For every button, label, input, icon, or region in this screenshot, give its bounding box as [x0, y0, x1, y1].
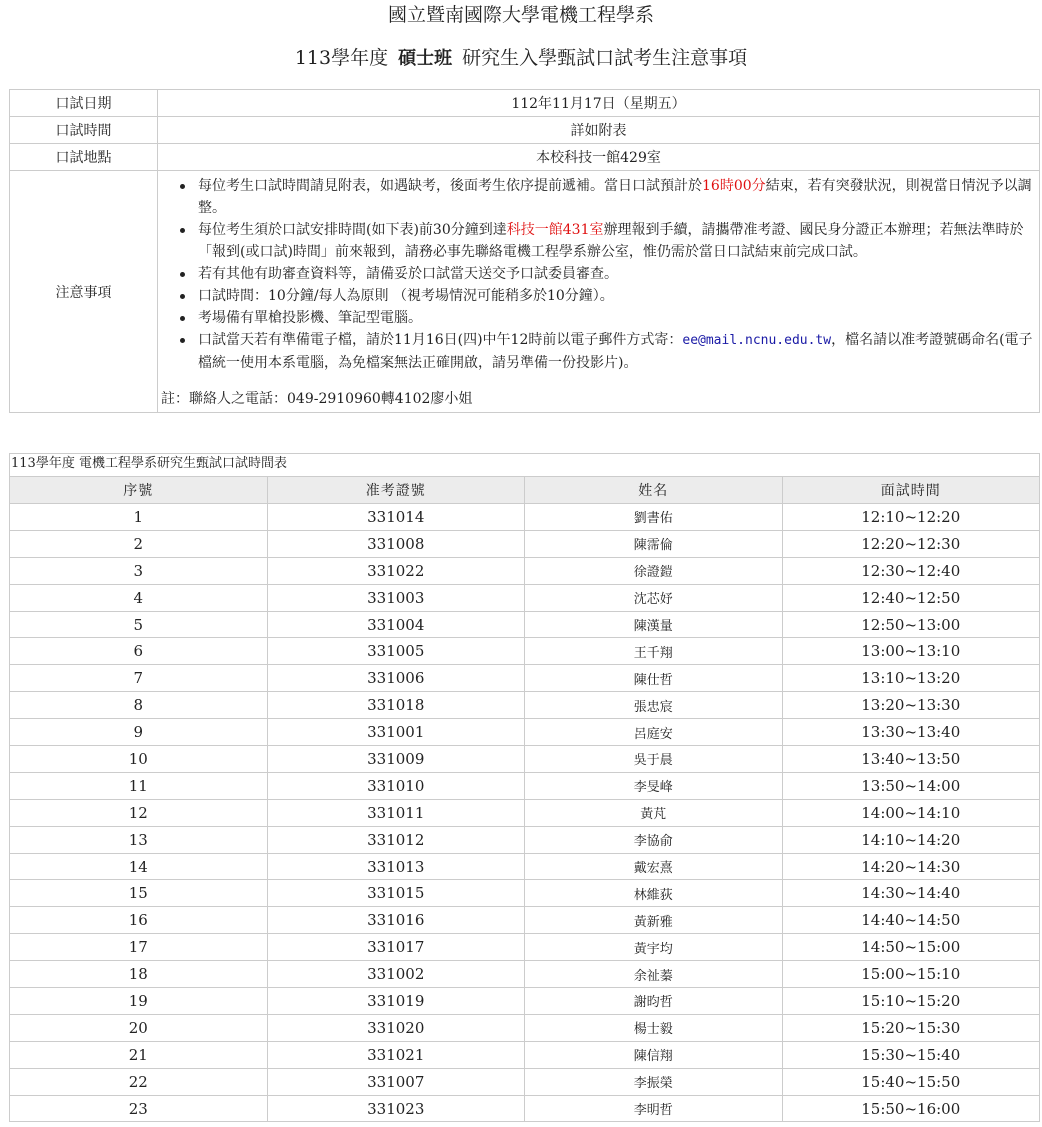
table-row — [10, 1095, 1040, 1122]
seq-cell: 22 — [10, 1068, 268, 1095]
table-row — [10, 530, 1040, 557]
note-text: 若有其他有助審查資料等，請備妥於口試當天送交予口試委員審查。 — [198, 266, 618, 282]
time-cell: 15:40~15:50 — [782, 1068, 1040, 1095]
table-row — [10, 746, 1040, 773]
seq-cell: 10 — [10, 746, 268, 773]
time-cell: 12:10~12:20 — [782, 504, 1040, 531]
info-row-location — [10, 144, 1040, 171]
schedule-body — [10, 504, 1040, 1122]
time-cell: 15:20~15:30 — [782, 1014, 1040, 1041]
table-row — [10, 880, 1040, 907]
name-cell: 呂庭安 — [525, 719, 783, 746]
seq-cell: 4 — [10, 584, 268, 611]
seq-cell: 5 — [10, 611, 268, 638]
seq-cell: 3 — [10, 557, 268, 584]
table-row — [10, 665, 1040, 692]
time-cell: 14:00~14:10 — [782, 799, 1040, 826]
note-item — [198, 219, 1035, 263]
exam-id-cell: 331009 — [267, 746, 525, 773]
name-cell: 謝昀哲 — [525, 988, 783, 1015]
email-link[interactable]: ee@mail.ncnu.edu.tw — [682, 333, 832, 348]
note-text: ，檔名請以准考證號碼命名(電子檔統一使用本系電腦，為免檔案無法正確開啟，請另準備一份投影片)。 — [198, 332, 1033, 371]
time-cell: 13:20~13:30 — [782, 692, 1040, 719]
name-cell: 吳于晨 — [525, 746, 783, 773]
seq-cell: 7 — [10, 665, 268, 692]
name-cell: 林維荻 — [525, 880, 783, 907]
note-text: 每位考生口試時間請見附表，如遇缺考，後面考生依序提前遞補。當日口試預計於 — [198, 178, 702, 194]
exam-info-table — [9, 89, 1040, 413]
seq-cell: 19 — [10, 988, 268, 1015]
time-cell: 12:30~12:40 — [782, 557, 1040, 584]
seq-cell: 11 — [10, 772, 268, 799]
seq-cell: 18 — [10, 961, 268, 988]
table-row — [10, 826, 1040, 853]
name-cell: 徐證鎧 — [525, 557, 783, 584]
time-cell: 13:10~13:20 — [782, 665, 1040, 692]
table-row — [10, 1068, 1040, 1095]
name-cell: 王千翔 — [525, 638, 783, 665]
name-cell: 陳信翔 — [525, 1041, 783, 1068]
exam-id-cell: 331006 — [267, 665, 525, 692]
note-highlight: 科技一館431室 — [506, 222, 604, 238]
name-cell: 李旻峰 — [525, 772, 783, 799]
exam-id-cell: 331013 — [267, 853, 525, 880]
exam-id-cell: 331005 — [267, 638, 525, 665]
name-cell: 李協俞 — [525, 826, 783, 853]
table-row — [10, 772, 1040, 799]
time-cell: 14:20~14:30 — [782, 853, 1040, 880]
seq-cell: 17 — [10, 934, 268, 961]
time-cell: 13:30~13:40 — [782, 719, 1040, 746]
table-row — [10, 853, 1040, 880]
table-row — [10, 692, 1040, 719]
seq-cell: 23 — [10, 1095, 268, 1122]
schedule-caption: 113學年度 電機工程學系研究生甄試口試時間表 — [9, 453, 1040, 476]
name-cell: 劉書佑 — [525, 504, 783, 531]
table-row — [10, 961, 1040, 988]
name-cell: 余祉蓁 — [525, 961, 783, 988]
title-program: 碩士班 — [398, 48, 453, 69]
table-row — [10, 1041, 1040, 1068]
table-row — [10, 638, 1040, 665]
exam-id-cell: 331023 — [267, 1095, 525, 1122]
exam-id-cell: 331021 — [267, 1041, 525, 1068]
note-highlight: 16時00分 — [702, 178, 766, 194]
info-value: 本校科技一館429室 — [158, 144, 1040, 171]
col-header-seq: 序號 — [10, 477, 268, 504]
seq-cell: 13 — [10, 826, 268, 853]
exam-id-cell: 331001 — [267, 719, 525, 746]
info-label: 口試時間 — [10, 117, 158, 144]
table-row — [10, 611, 1040, 638]
document-title — [0, 47, 1042, 70]
exam-id-cell: 331002 — [267, 961, 525, 988]
exam-id-cell: 331004 — [267, 611, 525, 638]
note-item — [198, 285, 1035, 307]
name-cell: 楊士毅 — [525, 1014, 783, 1041]
name-cell: 陳霈倫 — [525, 530, 783, 557]
note-text: 每位考生須於口試安排時間(如下表)前30分鐘到達 — [198, 222, 507, 238]
schedule-table — [9, 476, 1040, 1122]
name-cell: 沈芯妤 — [525, 584, 783, 611]
exam-id-cell: 331020 — [267, 1014, 525, 1041]
title-subtitle: 研究生入學甄試口試考生注意事項 — [462, 47, 748, 69]
exam-id-cell: 331018 — [267, 692, 525, 719]
note-item — [198, 307, 1035, 329]
time-cell: 15:10~15:20 — [782, 988, 1040, 1015]
table-row — [10, 988, 1040, 1015]
seq-cell: 6 — [10, 638, 268, 665]
note-item — [198, 329, 1035, 374]
notes-content — [158, 171, 1040, 413]
exam-id-cell: 331017 — [267, 934, 525, 961]
exam-id-cell: 331012 — [267, 826, 525, 853]
exam-id-cell: 331019 — [267, 988, 525, 1015]
info-label: 口試日期 — [10, 90, 158, 117]
seq-cell: 16 — [10, 907, 268, 934]
table-row — [10, 934, 1040, 961]
note-text: 口試時間：10分鐘/每人為原則 （視考場情況可能稍多於10分鐘）。 — [198, 288, 614, 304]
name-cell: 陳仕哲 — [525, 665, 783, 692]
name-cell: 戴宏熹 — [525, 853, 783, 880]
table-row — [10, 557, 1040, 584]
exam-id-cell: 331014 — [267, 504, 525, 531]
exam-id-cell: 331015 — [267, 880, 525, 907]
time-cell: 12:20~12:30 — [782, 530, 1040, 557]
time-cell: 15:00~15:10 — [782, 961, 1040, 988]
seq-cell: 14 — [10, 853, 268, 880]
time-cell: 15:50~16:00 — [782, 1095, 1040, 1122]
seq-cell: 15 — [10, 880, 268, 907]
department-title: 國立暨南國際大學電機工程學系 — [387, 4, 654, 26]
exam-id-cell: 331007 — [267, 1068, 525, 1095]
exam-id-cell: 331003 — [267, 584, 525, 611]
info-value: 詳如附表 — [158, 117, 1040, 144]
note-text: 辦理報到手續，請攜帶准考證、國民身分證正本辦理；若無法準時於「報到(或口試)時間」前來報到，請務必事先聯絡電機工程學系辦公室，惟仍需於當日口試結束前完成口試。 — [198, 222, 1024, 260]
table-row — [10, 719, 1040, 746]
note-text: 考場備有單槍投影機、筆記型電腦。 — [198, 310, 422, 326]
time-cell: 13:50~14:00 — [782, 772, 1040, 799]
table-row — [10, 1014, 1040, 1041]
seq-cell: 20 — [10, 1014, 268, 1041]
name-cell: 張忠宸 — [525, 692, 783, 719]
name-cell: 陳漢量 — [525, 611, 783, 638]
time-cell: 12:50~13:00 — [782, 611, 1040, 638]
table-row — [10, 907, 1040, 934]
exam-id-cell: 331008 — [267, 530, 525, 557]
time-cell: 14:40~14:50 — [782, 907, 1040, 934]
time-cell: 13:00~13:10 — [782, 638, 1040, 665]
seq-cell: 21 — [10, 1041, 268, 1068]
info-value: 112年11月17日（星期五） — [158, 90, 1040, 117]
notes-label: 注意事項 — [10, 171, 158, 413]
note-text: 口試當天若有準備電子檔，請於11月16日(四)中午12時前以電子郵件方式寄： — [198, 332, 683, 348]
name-cell: 黃芃 — [525, 799, 783, 826]
exam-id-cell: 331010 — [267, 772, 525, 799]
col-header-name: 姓名 — [525, 477, 783, 504]
col-header-exam-id: 准考證號 — [267, 477, 525, 504]
time-cell: 14:30~14:40 — [782, 880, 1040, 907]
schedule-header-row — [10, 477, 1040, 504]
time-cell: 15:30~15:40 — [782, 1041, 1040, 1068]
name-cell: 李明哲 — [525, 1095, 783, 1122]
col-header-time: 面試時間 — [782, 477, 1040, 504]
note-item — [198, 263, 1035, 285]
name-cell: 李振榮 — [525, 1068, 783, 1095]
notes-list — [160, 175, 1035, 374]
title-year: 113學年度 — [294, 47, 389, 69]
info-row-date — [10, 90, 1040, 117]
name-cell: 黃宇均 — [525, 934, 783, 961]
seq-cell: 9 — [10, 719, 268, 746]
info-row-time — [10, 117, 1040, 144]
note-item — [198, 175, 1035, 219]
exam-id-cell: 331016 — [267, 907, 525, 934]
time-cell: 14:10~14:20 — [782, 826, 1040, 853]
seq-cell: 12 — [10, 799, 268, 826]
info-row-notes — [10, 171, 1040, 413]
time-cell: 14:50~15:00 — [782, 934, 1040, 961]
exam-id-cell: 331011 — [267, 799, 525, 826]
table-row — [10, 799, 1040, 826]
seq-cell: 2 — [10, 530, 268, 557]
exam-id-cell: 331022 — [267, 557, 525, 584]
time-cell: 12:40~12:50 — [782, 584, 1040, 611]
table-row — [10, 504, 1040, 531]
contact-note: 註：聯絡人之電話：049-2910960轉4102廖小姐 — [161, 391, 473, 407]
info-label: 口試地點 — [10, 144, 158, 171]
name-cell: 黃新雅 — [525, 907, 783, 934]
seq-cell: 1 — [10, 504, 268, 531]
note-text: 結束，若有突發狀況，則視當日情況予以調整。 — [198, 178, 1032, 216]
seq-cell: 8 — [10, 692, 268, 719]
time-cell: 13:40~13:50 — [782, 746, 1040, 773]
table-row — [10, 584, 1040, 611]
